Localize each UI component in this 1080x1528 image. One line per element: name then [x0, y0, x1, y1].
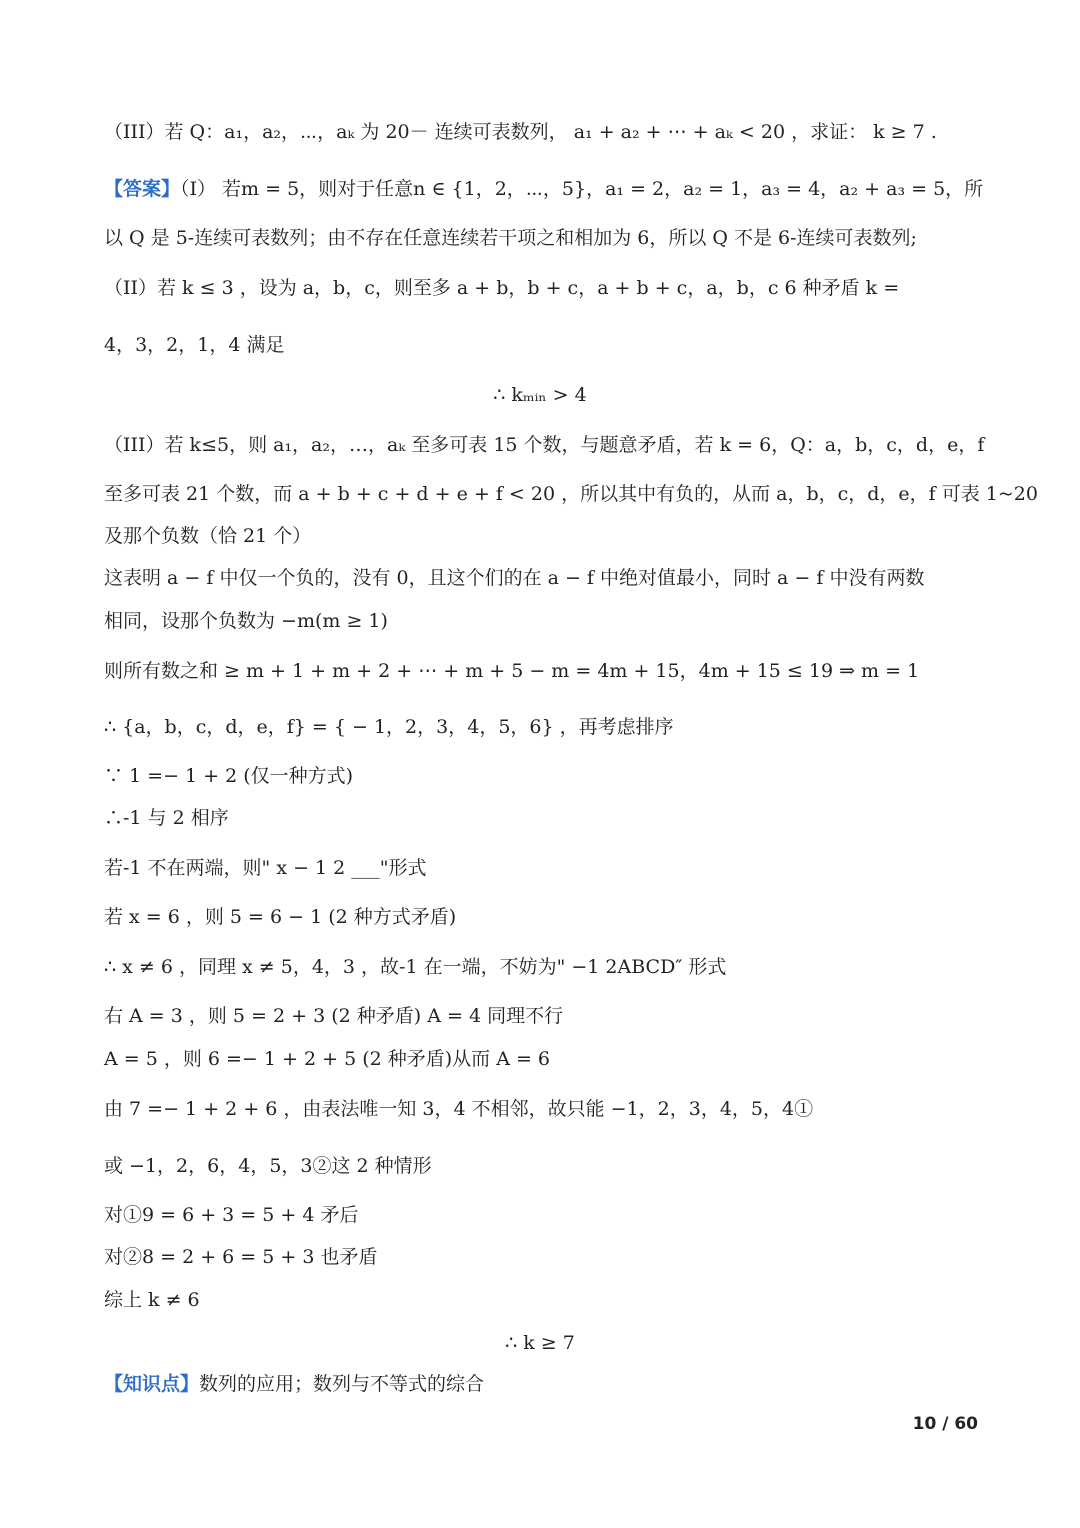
answer-line-9: 这表明 a − f 中仅一个负的，没有 0，且这个们的在 a − f 中绝对值最小，同时 a − f 中没有两数	[104, 567, 925, 589]
page-number: 10 / 60	[912, 1414, 978, 1434]
knowledge-point-line: 【知识点】数列的应用；数列与不等式的综合	[104, 1373, 485, 1395]
answer-line-11: 则所有数之和 ≥ m + 1 + m + 2 + ⋯ + m + 5 − m = 4m + 15，4m + 15 ≤ 19 ⇒ m = 1	[104, 660, 920, 682]
conclusion-line: ∴ k ≥ 7	[505, 1332, 575, 1354]
answer-line-7: 至多可表 21 个数，而 a + b + c + d + e + f < 20 ，所以其中有负的，从而 a，b，c，d，e，f 可表 1~20	[104, 483, 1038, 505]
answer-line-8: 及那个负数（恰 21 个）	[104, 525, 312, 547]
answer-line-1: 【答案】（I） 若m = 5，则对于任意n ∈ {1，2，⋯，5}，a₁ = 2，a₂ = 1，a₃ = 4，a₂ + a₃ = 5，所	[104, 178, 984, 200]
answer-line-13: ∵ 1 =− 1 + 2 (仅一种方式)	[104, 765, 354, 787]
answer-line-20: 由 7 =− 1 + 2 + 6 ，由表法唯一知 3，4 不相邻，故只能 −1，2，3，4，5，4①	[104, 1098, 814, 1120]
knowledge-point-tag: 【知识点】	[104, 1373, 200, 1395]
answer-line-5: ∴ kₘᵢₙ > 4	[493, 384, 587, 406]
answer-line-2: 以 Q 是 5-连续可表数列；由不存在任意连续若干项之和相加为 6，所以 Q 不是 6-连续可表数列;	[104, 227, 917, 249]
answer-line-4: 4，3，2，1，4 满足	[104, 334, 285, 356]
answer-line-23: 对②8 = 2 + 6 = 5 + 3 也矛盾	[104, 1246, 378, 1268]
answer-line-24: 综上 k ≠ 6	[104, 1289, 200, 1311]
answer-line-15: 若-1 不在两端，则" x − 1 2 ___"形式	[104, 857, 427, 879]
problem-part-iii: （III）若 Q：a₁，a₂，⋯，aₖ 为 20－ 连续可表数列， a₁ + a₂ + ⋯ + aₖ < 20 ，求证： k ≥ 7 .	[104, 121, 937, 143]
answer-line-21: 或 −1，2，6，4，5，3②这 2 种情形	[104, 1155, 432, 1177]
answer-line-10: 相同，设那个负数为 −m(m ≥ 1)	[104, 610, 388, 632]
answer-line-14: ∴-1 与 2 相序	[104, 807, 229, 829]
answer-line-17: ∴ x ≠ 6 ，同理 x ≠ 5，4，3 ，故-1 在一端，不妨为" −1 2ABCD″ 形式	[104, 956, 727, 978]
answer-line-22: 对①9 = 6 + 3 = 5 + 4 矛后	[104, 1204, 359, 1226]
answer-tag: 【答案】	[104, 178, 181, 200]
answer-line-6: （III）若 k≤5，则 a₁，a₂，…，aₖ 至多可表 15 个数，与题意矛盾，若 k = 6，Q：a，b，c，d，e，f	[104, 434, 985, 456]
answer-line-16: 若 x = 6 ，则 5 = 6 − 1 (2 种方式矛盾)	[104, 906, 457, 928]
answer-line-3: （II）若 k ≤ 3 ，设为 a，b，c，则至多 a + b，b + c，a + b + c，a，b，c 6 种矛盾 k =	[104, 277, 900, 299]
answer-line-19: A = 5 ，则 6 =− 1 + 2 + 5 (2 种矛盾)从而 A = 6	[104, 1048, 550, 1070]
answer-line-18: 右 A = 3 ，则 5 = 2 + 3 (2 种矛盾) A = 4 同理不行	[104, 1005, 564, 1027]
answer-line-12: ∴ {a，b，c，d，e，f} = { − 1，2，3，4，5，6} ，再考虑排序	[104, 716, 674, 738]
